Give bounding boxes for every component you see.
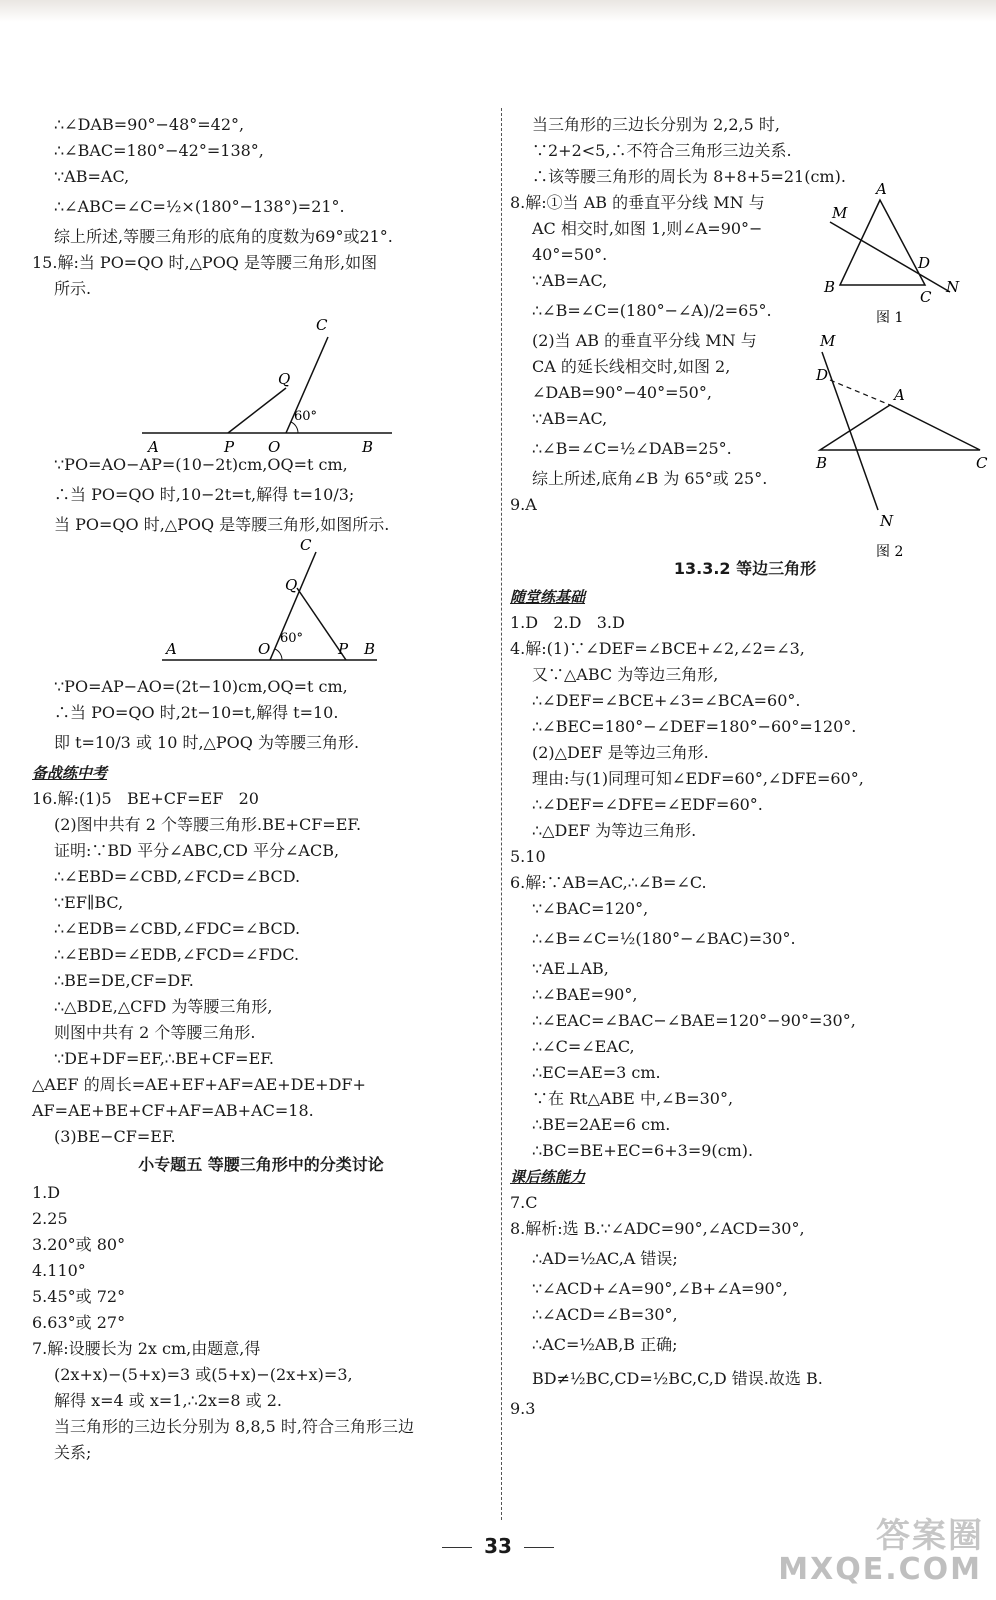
label-angle: 60° — [280, 631, 304, 646]
text-line: 3.20°或 80° — [32, 1235, 126, 1254]
text-line: 所示. — [54, 279, 92, 298]
text-line: 8.解析:选 B.∵∠ADC=90°,∠ACD=30°, — [510, 1219, 805, 1238]
left-column — [32, 112, 490, 1466]
label-a: A — [894, 386, 905, 404]
page-number-dash — [524, 1547, 554, 1548]
text-line: ∵EF∥BC, — [54, 893, 124, 912]
text-line: ∵在 Rt△ABE 中,∠B=30°, — [532, 1089, 734, 1108]
text-line: ∵AB=AC, — [532, 409, 608, 428]
text-line: 5.45°或 72° — [32, 1287, 126, 1306]
watermark-url: MXQE.COM — [778, 1552, 982, 1587]
figure-2 — [800, 330, 990, 560]
text-line: 9.A — [510, 495, 537, 514]
text-line: ∴∠EAC=∠BAC−∠BAE=120°−90°=30°, — [532, 1011, 856, 1030]
text-line: ∵AB=AC, — [532, 271, 608, 290]
text-line: ∴∠BEC=180°−∠DEF=180°−60°=120°. — [532, 717, 857, 736]
figure-caption: 图 1 — [876, 310, 904, 326]
column-divider — [501, 108, 502, 1520]
right-column — [510, 112, 988, 1422]
text-line: ∵AB=AC, — [54, 167, 130, 186]
label-c: C — [316, 316, 328, 334]
label-angle: 60° — [294, 409, 318, 424]
text-line: 9.3 — [510, 1399, 536, 1418]
text-line: 理由:与(1)同理可知∠EDF=60°,∠DFE=60°, — [532, 769, 864, 788]
page-number-dash — [442, 1547, 472, 1548]
text-line: ∴∠DEF=∠DFE=∠EDF=60°. — [532, 795, 763, 814]
text-line: ∴∠B=∠C=½∠DAB=25°. — [532, 439, 732, 458]
label-a: A — [166, 640, 177, 658]
label-q: Q — [278, 370, 291, 388]
text-line: ∴AD=½AC,A 错误; — [532, 1249, 678, 1268]
label-b: B — [816, 454, 828, 472]
text-line: AF=AE+BE+CF+AF=AB+AC=18. — [32, 1101, 314, 1120]
text-line: ∵AE⊥AB, — [532, 959, 609, 978]
line-mn — [830, 222, 950, 292]
text-line: 4.解:(1)∵∠DEF=∠BCE+∠2,∠2=∠3, — [510, 639, 805, 658]
text-line: ∴∠C=∠EAC, — [532, 1037, 635, 1056]
text-line: ∵∠BAC=120°, — [532, 899, 649, 918]
figure-angle-2 — [32, 538, 490, 674]
label-a: A — [876, 180, 887, 198]
text-line: 又∵△ABC 为等边三角形, — [532, 665, 719, 684]
label-o: O — [258, 640, 271, 658]
text-line: 7.C — [510, 1193, 538, 1212]
section-title: 随堂练基础 — [510, 588, 586, 606]
text-line: (2)图中共有 2 个等腰三角形.BE+CF=EF. — [54, 815, 362, 834]
text-line: ∴∠ACD=∠B=30°, — [532, 1305, 678, 1324]
figure-angle-1 — [32, 302, 490, 456]
label-c: C — [300, 536, 312, 554]
text-line: ∴∠BAC=180°−42°=138°, — [54, 141, 264, 160]
text-line: (2)△DEF 是等边三角形. — [532, 743, 709, 762]
text-line: ∠DAB=90°−40°=50°, — [532, 383, 712, 402]
text-line: ∴∠B=∠C=½(180°−∠BAC)=30°. — [532, 929, 796, 948]
text-line: ∴AC=½AB,B 正确; — [532, 1335, 678, 1354]
text-line: CA 的延长线相交时,如图 2, — [532, 357, 731, 376]
text-line: ∴△BDE,△CFD 为等腰三角形, — [54, 997, 273, 1016]
label-d: D — [918, 254, 931, 272]
triangle-abc — [840, 200, 925, 285]
text-line: (2x+x)−(5+x)=3 或(5+x)−(2x+x)=3, — [54, 1365, 353, 1384]
label-n: N — [946, 278, 960, 296]
text-line: 当三角形的三边长分别为 8,8,5 时,符合三角形三边 — [54, 1417, 414, 1436]
text-line: ∴当 PO=QO 时,2t−10=t,解得 t=10. — [54, 703, 339, 722]
text-line: ∴当 PO=QO 时,10−2t=t,解得 t=10/3; — [54, 485, 355, 504]
text-line: ∴∠DEF=∠BCE+∠3=∠BCA=60°. — [532, 691, 801, 710]
text-line: 1.D — [32, 1183, 61, 1202]
triangle-abc — [820, 405, 980, 450]
figure-1 — [810, 180, 980, 330]
label-b: B — [824, 278, 836, 296]
label-d: D — [816, 366, 829, 384]
text-line: ∵DE+DF=EF,∴BE+CF=EF. — [54, 1049, 274, 1068]
text-line: AC 相交时,如图 1,则∠A=90°− — [532, 219, 763, 238]
line-mn — [822, 352, 878, 510]
subsection-heading: 小专题五 等腰三角形中的分类讨论 — [138, 1155, 384, 1174]
problem-8-block — [510, 180, 988, 560]
text-line: 4.110° — [32, 1261, 86, 1280]
label-b: B — [364, 640, 376, 658]
label-b: B — [362, 438, 374, 456]
text-line: ∴∠BAE=90°, — [532, 985, 638, 1004]
figure-line — [228, 388, 286, 433]
scan-top-band — [0, 0, 996, 22]
watermark-logo: 答案圈 — [876, 1516, 984, 1556]
figure-caption: 图 2 — [876, 544, 904, 560]
text-line: 证明:∵BD 平分∠ABC,CD 平分∠ACB, — [54, 841, 340, 860]
text-line: 7.解:设腰长为 2x cm,由题意,得 — [32, 1339, 261, 1358]
text-line: 6.解:∵AB=AC,∴∠B=∠C. — [510, 873, 707, 892]
text-line: ∴BE=DE,CF=DF. — [54, 971, 194, 990]
text-line: 15.解:当 PO=QO 时,△POQ 是等腰三角形,如图 — [32, 253, 378, 272]
section-title: 备战练中考 — [32, 764, 108, 782]
text-line: △AEF 的周长=AE+EF+AF=AE+DE+DF+ — [32, 1075, 366, 1094]
text-line: (2)当 AB 的垂直平分线 MN 与 — [532, 331, 757, 350]
text-line: ∴∠EBD=∠EDB,∠FCD=∠FDC. — [54, 945, 300, 964]
text-line: BD≠½BC,CD=½BC,C,D 错误.故选 B. — [532, 1369, 823, 1388]
label-n: N — [880, 512, 894, 530]
subsection-heading: 13.3.2 等边三角形 — [673, 559, 817, 578]
text-line: ∵PO=AO−AP=(10−2t)cm,OQ=t cm, — [54, 455, 348, 474]
section-title: 课后练能力 — [510, 1168, 586, 1186]
label-c: C — [976, 454, 988, 472]
text-line: ∴BE=2AE=6 cm. — [532, 1115, 671, 1134]
text-line: 综上所述,底角∠B 为 65°或 25°. — [532, 469, 768, 488]
text-line: 关系; — [54, 1443, 92, 1462]
text-line: ∴∠DAB=90°−48°=42°, — [54, 115, 245, 134]
text-line: 即 t=10/3 或 10 时,△POQ 为等腰三角形. — [54, 733, 360, 752]
label-o: O — [268, 438, 281, 456]
text-line: ∴∠B=∠C=(180°−∠A)/2=65°. — [532, 301, 772, 320]
page-number-text: 33 — [484, 1534, 512, 1558]
label-p: P — [338, 640, 349, 658]
text-line: ∵PO=AP−AO=(2t−10)cm,OQ=t cm, — [54, 677, 348, 696]
text-line: ∴△DEF 为等边三角形. — [532, 821, 697, 840]
text-line: ∴∠EDB=∠CBD,∠FDC=∠BCD. — [54, 919, 301, 938]
problem-8-text — [510, 190, 810, 518]
label-p: P — [224, 438, 235, 456]
text-line: 40°=50°. — [532, 245, 608, 264]
text-line: 16.解:(1)5 BE+CF=EF 20 — [32, 789, 259, 808]
text-line: 则图中共有 2 个等腰三角形. — [54, 1023, 256, 1042]
text-line: (3)BE−CF=EF. — [54, 1127, 176, 1146]
text-line: 5.10 — [510, 847, 546, 866]
text-line: ∵2+2<5,∴不符合三角形三边关系. — [532, 141, 792, 160]
label-q: Q — [285, 576, 298, 594]
label-m: M — [832, 204, 848, 222]
text-line: ∴∠EBD=∠CBD,∠FCD=∠BCD. — [54, 867, 301, 886]
text-line: 2.25 — [32, 1209, 68, 1228]
text-line: 1.D 2.D 3.D — [510, 613, 625, 632]
label-a: A — [148, 438, 159, 456]
text-line: 当三角形的三边长分别为 2,2,5 时, — [532, 115, 780, 134]
text-line: ∵∠ACD+∠A=90°,∠B+∠A=90°, — [532, 1279, 788, 1298]
text-line: 当 PO=QO 时,△POQ 是等腰三角形,如图所示. — [54, 515, 390, 534]
text-line: 解得 x=4 或 x=1,∴2x=8 或 2. — [54, 1391, 282, 1410]
text-line: ∴EC=AE=3 cm. — [532, 1063, 661, 1082]
text-line: 8.解:①当 AB 的垂直平分线 MN 与 — [510, 193, 765, 212]
label-m: M — [820, 332, 836, 350]
angle-arc — [275, 649, 282, 660]
text-line: ∴该等腰三角形的周长为 8+8+5=21(cm). — [532, 167, 846, 186]
text-line: ∴∠ABC=∠C=½×(180°−138°)=21°. — [54, 197, 345, 216]
text-line: 6.63°或 27° — [32, 1313, 126, 1332]
label-c: C — [920, 288, 932, 306]
text-line: 综上所述,等腰三角形的底角的度数为69°或21°. — [54, 227, 393, 246]
text-line: ∴BC=BE+EC=6+3=9(cm). — [532, 1141, 754, 1160]
